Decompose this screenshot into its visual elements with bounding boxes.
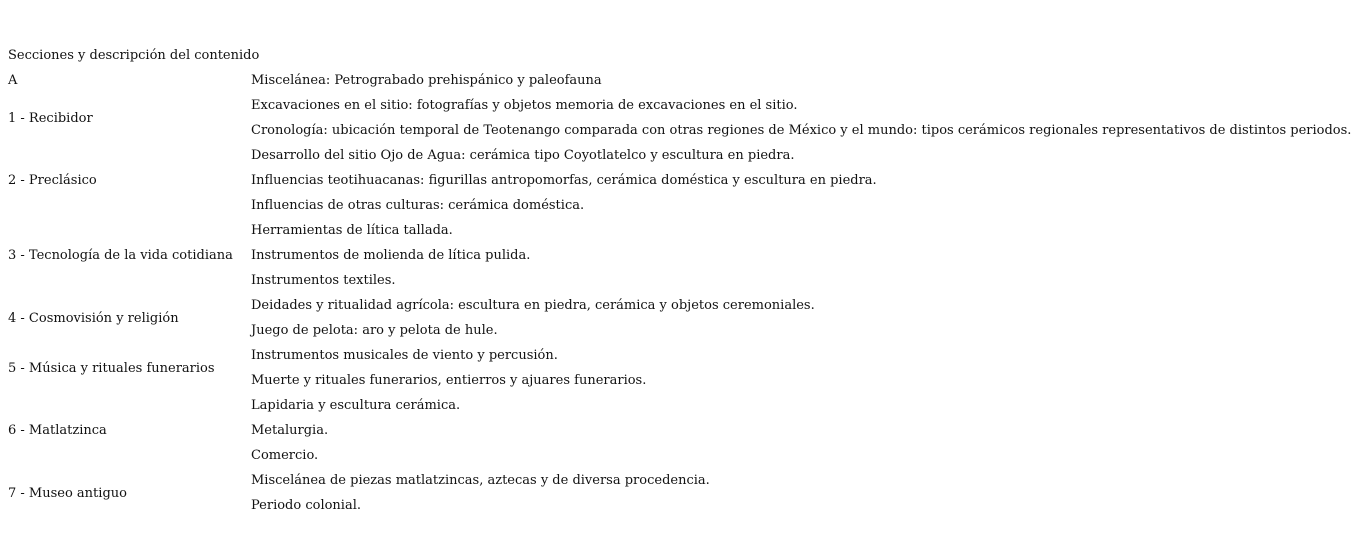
section-item-cell: Deidades y ritualidad agrícola: escultura en piedra, cerámica y objetos ceremoniales. — [251, 298, 815, 313]
section-name-cell: 6 - Matlatzinca — [8, 423, 107, 438]
table-row — [8, 468, 1351, 493]
section-item-cell: Desarrollo del sitio Ojo de Agua: cerámica tipo Coyotlatelco y escultura en piedra. — [251, 148, 795, 163]
section-item-cell: Instrumentos de molienda de lítica pulida. — [251, 248, 531, 263]
section-item-cell: Instrumentos textiles. — [251, 273, 396, 288]
section-name-cell: 2 - Preclásico — [8, 173, 97, 188]
section-name-cell: 7 - Museo antiguo — [8, 485, 127, 501]
section-item-cell: Herramientas de lítica tallada. — [251, 223, 453, 238]
section-item-cell: Lapidaria y escultura cerámica. — [251, 398, 461, 413]
section-name-cell: A — [8, 73, 18, 88]
section-item-cell: Juego de pelota: aro y pelota de hule. — [251, 323, 498, 338]
section-item-cell: Miscelánea: Petrograbado prehispánico y paleofauna — [251, 73, 602, 88]
section-item-cell: Periodo colonial. — [251, 498, 361, 513]
section-name-cell: 4 - Cosmovisión y religión — [8, 310, 179, 326]
table-row — [8, 218, 1351, 243]
section-item-cell: Influencias de otras culturas: cerámica doméstica. — [251, 198, 585, 213]
sections-content-table-wrapper — [8, 43, 1368, 518]
section-item-cell: Comercio. — [251, 448, 319, 463]
section-item-cell: Metalurgia. — [251, 423, 329, 438]
sections-table-body — [8, 68, 1351, 518]
section-name-cell: 5 - Música y rituales funerarios — [8, 360, 215, 376]
table-row — [8, 293, 1351, 318]
table-row — [8, 343, 1351, 368]
table-caption: Secciones y descripción del contenido — [8, 48, 260, 63]
table-row — [8, 393, 1351, 418]
table-row — [8, 93, 1351, 118]
section-item-cell: Miscelánea de piezas matlatzincas, aztecas y de diversa procedencia. — [251, 473, 710, 488]
section-name-cell: 1 - Recibidor — [8, 110, 93, 126]
table-row — [8, 68, 1351, 93]
sections-table — [8, 68, 1351, 518]
section-item-cell: Influencias teotihuacanas: figurillas antropomorfas, cerámica doméstica y escultura en piedra. — [251, 173, 877, 188]
section-name-cell: 3 - Tecnología de la vida cotidiana — [8, 248, 233, 263]
section-item-cell: Muerte y rituales funerarios, entierros y ajuares funerarios. — [251, 373, 647, 388]
section-item-cell: Cronología: ubicación temporal de Teotenango comparada con otras regiones de México y el mundo: tipos cerámicos regionales representativos de distintos periodos. — [251, 123, 1352, 138]
table-row — [8, 143, 1351, 168]
section-item-cell: Excavaciones en el sitio: fotografías y objetos memoria de excavaciones en el sitio. — [251, 98, 798, 113]
section-item-cell: Instrumentos musicales de viento y percusión. — [251, 348, 558, 363]
